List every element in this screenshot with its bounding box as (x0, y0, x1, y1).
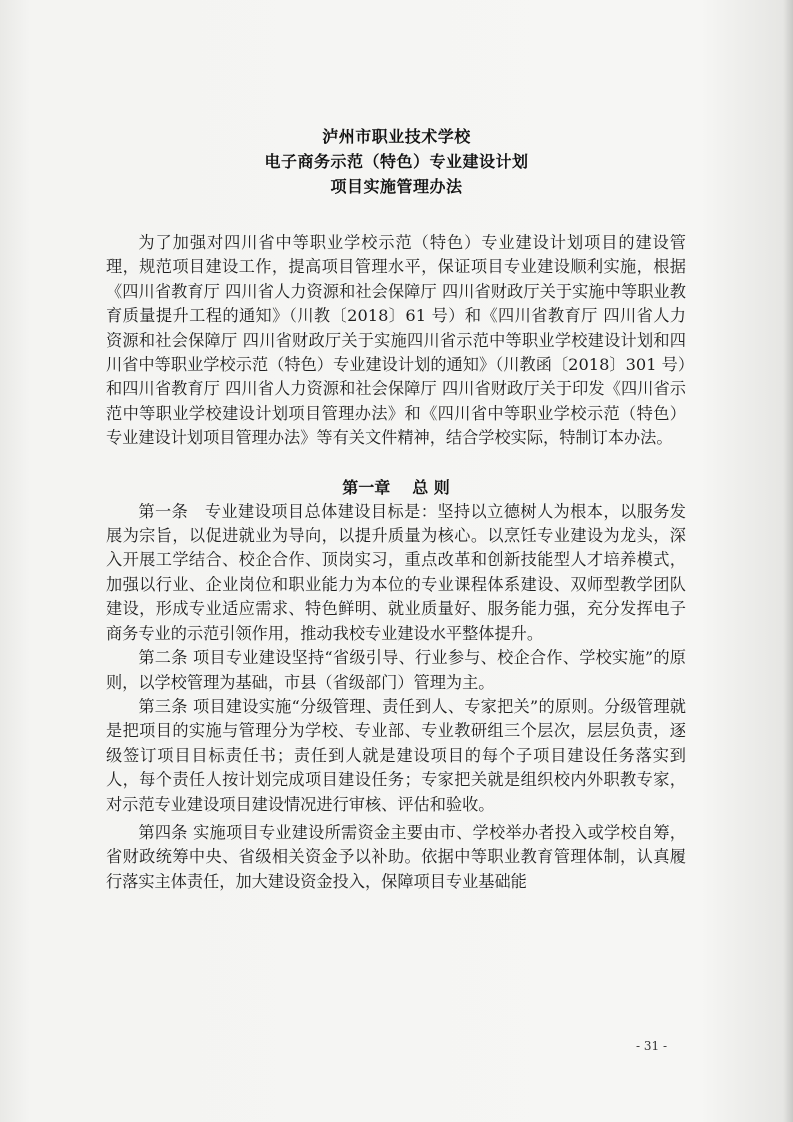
article-1: 第一条 专业建设项目总体建设目标是：坚持以立德树人为根本，以服务发展为宗旨，以促进就业为导向，以提升质量为核心。以烹饪专业建设为龙头，深入开展工学结合、校企合作、顶岗实习，重点改革和创新技能型人才培养模式，加强以行业、企业岗位和职业能力为本位的专业课程体系建设、双师型教学团队建设，形成专业适应需求、特色鲜明、就业质量好、服务能力强，充分发挥电子商务专业的示范引领作用，推动我校专业建设水平整体提升。 (106, 501, 686, 643)
document-body (106, 231, 686, 894)
article-3: 第三条 项目建设实施“分级管理、责任到人、专家把关”的原则。分级管理就是把项目的实施与管理分为学校、专业部、专业教研组三个层次，层层负责，逐级签订项目目标责任书；责任到人就是建设项目的每个子项目建设任务落实到人，每个责任人按计划完成项目建设任务；专家把关就是组织校内外职教专家，对示范专业建设项目建设情况进行审核、评估和验收。 (106, 696, 686, 814)
page-number: - 31 - (636, 1039, 668, 1053)
chapter-number: 第一章 (342, 477, 391, 497)
title-line-school: 泸州市职业技术学校 (322, 127, 471, 146)
article-4: 第四条 实施项目专业建设所需资金主要由市、学校举办者投入或学校自筹，省财政统筹中央、省级相关资金予以补助。依据中等职业教育管理体制，认真履行落实主体责任，加大建设资金投入，保障项目专业基础能 (106, 822, 686, 891)
intro-paragraph: 为了加强对四川省中等职业学校示范（特色）专业建设计划项目的建设管理，规范项目建设工作，提高项目管理水平，保证项目专业建设顺利实施，根据《四川省教育厅 四川省人力资源和社会保障厅 四川省财政厅关于实施中等职业教育质量提升工程的通知》（川教〔2018〕61 号）和《四川省教育厅 四川省人力资源和社会保障厅 四川省财政厅关于实施四川省示范中等职业学校建设计划和四川省中等职业学校示范（特色）专业建设计划的通知》（川教函〔2018〕301 号）和四川省教育厅 四川省人力资源和社会保障厅 四川省财政厅关于印发《四川省示范中等职业学校建设计划项目管理办法》和《四川省中等职业学校示范（特色）专业建设计划项目管理办法》等有关文件精神，结合学校实际，特制订本办法。 (106, 233, 686, 448)
article-2: 第二条 项目专业建设坚持“省级引导、行业参与、校企合作、学校实施”的原则，以学校管理为基础，市县（省级部门）管理为主。 (106, 648, 686, 692)
chapter-heading (106, 476, 686, 500)
document-title (0, 124, 793, 199)
title-line-program: 电子商务示范（特色）专业建设计划 (264, 152, 529, 171)
title-line-measures: 项目实施管理办法 (330, 177, 463, 196)
chapter-name: 总 则 (412, 477, 450, 497)
